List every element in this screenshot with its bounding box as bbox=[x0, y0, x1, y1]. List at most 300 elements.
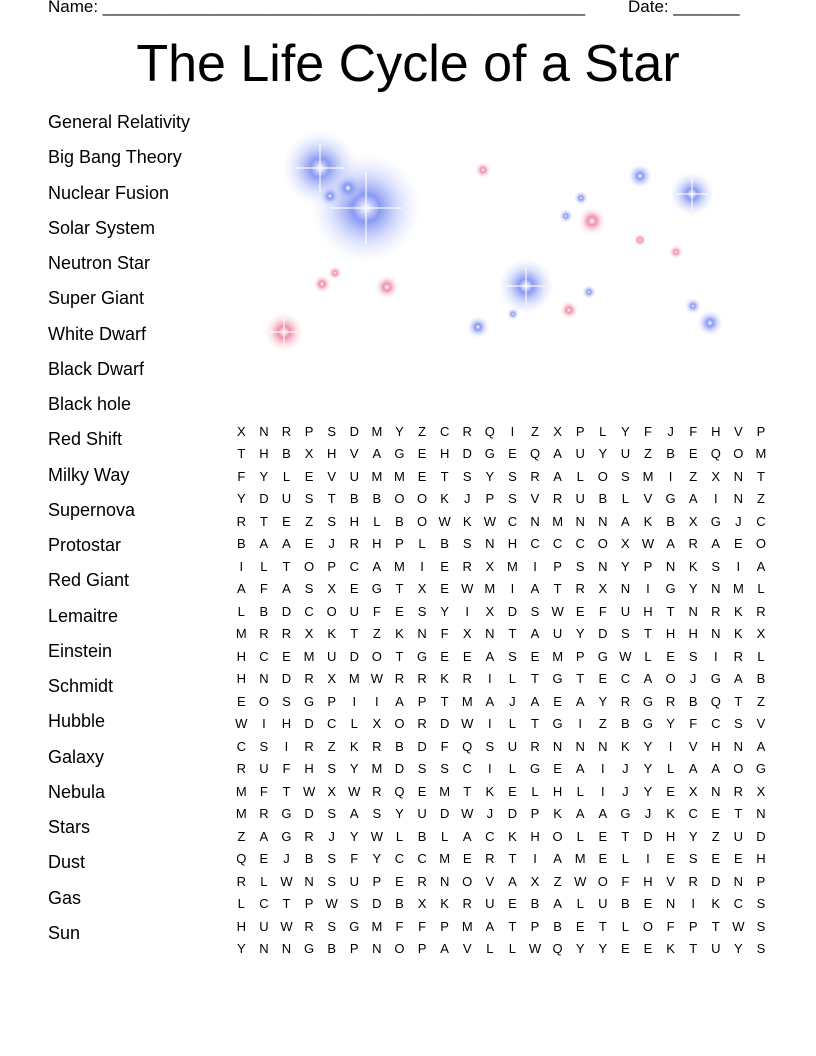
grid-letter: T bbox=[395, 581, 404, 597]
word-list-item: Black hole bbox=[48, 394, 132, 414]
pink-star-icon bbox=[328, 266, 342, 280]
grid-letter: Z bbox=[305, 513, 314, 529]
grid-letter: C bbox=[462, 761, 472, 777]
grid-letter: C bbox=[756, 513, 766, 529]
grid-letter: Q bbox=[710, 693, 721, 709]
grid-letter: P bbox=[643, 558, 653, 574]
grid-letter: Q bbox=[529, 446, 541, 462]
grid-row bbox=[230, 600, 772, 623]
grid-letter: D bbox=[259, 491, 269, 507]
grid-letter: D bbox=[507, 806, 518, 822]
grid-letter: S bbox=[508, 468, 517, 484]
grid-letter: A bbox=[688, 491, 698, 507]
grid-letter: Q bbox=[710, 446, 721, 462]
grid-letter: Z bbox=[756, 693, 765, 709]
grid-letter: M bbox=[552, 648, 564, 664]
grid-letter: E bbox=[711, 851, 721, 867]
grid-letter: B bbox=[349, 491, 359, 507]
grid-letter: T bbox=[237, 446, 246, 462]
grid-letter: E bbox=[666, 648, 675, 664]
grid-letter: R bbox=[530, 468, 540, 484]
grid-letter: E bbox=[508, 783, 517, 799]
grid-letter: E bbox=[259, 851, 269, 867]
grid-letter: N bbox=[711, 626, 721, 642]
grid-letter: N bbox=[620, 581, 631, 597]
grid-letter: F bbox=[282, 761, 291, 777]
grid-letter: G bbox=[304, 941, 315, 957]
grid-letter: E bbox=[304, 536, 314, 552]
grid-letter: M bbox=[394, 468, 405, 484]
grid-letter: D bbox=[756, 828, 766, 844]
grid-letter: B bbox=[372, 491, 382, 507]
grid-letter: W bbox=[732, 918, 745, 934]
grid-letter: W bbox=[619, 648, 632, 664]
grid-letter: A bbox=[711, 536, 721, 552]
grid-letter: D bbox=[439, 716, 450, 732]
grid-letter: A bbox=[440, 941, 449, 957]
grid-letter: R bbox=[304, 671, 314, 687]
word-list-item: Einstein bbox=[48, 640, 113, 661]
grid-letter: M bbox=[394, 558, 405, 574]
grid-letter: T bbox=[756, 468, 765, 484]
grid-letter: A bbox=[282, 536, 291, 552]
grid-letter: R bbox=[417, 873, 427, 889]
grid-letter: W bbox=[280, 918, 293, 934]
grid-letter: S bbox=[711, 558, 721, 574]
grid-letter: H bbox=[236, 648, 246, 664]
grid-letter: D bbox=[349, 648, 359, 664]
grid-letter: F bbox=[372, 603, 381, 619]
grid-letter: L bbox=[418, 536, 426, 552]
grid-letter: N bbox=[259, 941, 269, 957]
grid-letter: L bbox=[508, 761, 517, 777]
grid-letter: O bbox=[304, 558, 315, 574]
grid-letter: V bbox=[462, 941, 472, 957]
grid-letter: P bbox=[327, 558, 336, 574]
grid-letter: T bbox=[259, 513, 268, 529]
grid-letter: I bbox=[578, 716, 583, 732]
grid-letter: B bbox=[327, 941, 336, 957]
blue-star-icon bbox=[467, 316, 489, 338]
grid-letter: A bbox=[553, 896, 562, 912]
grid-letter: Y bbox=[349, 828, 359, 844]
grid-letter: J bbox=[735, 513, 742, 529]
grid-letter: T bbox=[463, 783, 472, 799]
grid-letter: P bbox=[530, 806, 540, 822]
grid-letter: E bbox=[282, 513, 291, 529]
grid-letter: G bbox=[710, 513, 721, 529]
grid-letter: Y bbox=[621, 423, 630, 439]
grid-letter: K bbox=[395, 626, 404, 642]
grid-row bbox=[230, 803, 772, 826]
grid-letter: F bbox=[689, 716, 698, 732]
grid-letter: R bbox=[462, 896, 472, 912]
grid-letter: S bbox=[327, 873, 336, 889]
grid-letter: Z bbox=[644, 446, 652, 462]
grid-letter: X bbox=[756, 783, 766, 799]
grid-letter: R bbox=[236, 873, 246, 889]
grid-letter: D bbox=[711, 873, 721, 889]
grid-letter: X bbox=[304, 446, 314, 462]
grid-letter: U bbox=[349, 603, 359, 619]
grid-letter: T bbox=[282, 783, 291, 799]
grid-letter: E bbox=[666, 783, 675, 799]
grid-letter: H bbox=[711, 738, 721, 754]
grid-letter: S bbox=[485, 738, 495, 754]
grid-letter: L bbox=[486, 941, 494, 957]
grid-letter: M bbox=[348, 671, 360, 687]
grid-letter: S bbox=[688, 648, 698, 664]
grid-letter: R bbox=[462, 423, 472, 439]
grid-letter: E bbox=[440, 648, 449, 664]
grid-letter: E bbox=[734, 851, 743, 867]
grid-letter: X bbox=[485, 558, 495, 574]
grid-letter: G bbox=[597, 648, 608, 664]
grid-row bbox=[230, 555, 772, 578]
grid-letter: L bbox=[237, 603, 245, 619]
grid-letter: N bbox=[598, 558, 608, 574]
grid-letter: U bbox=[281, 491, 292, 507]
grid-letter: I bbox=[533, 851, 537, 867]
star-cluster-illustration bbox=[250, 120, 750, 360]
grid-letter: B bbox=[417, 828, 427, 844]
grid-letter: Y bbox=[575, 941, 585, 957]
grid-letter: L bbox=[666, 761, 675, 777]
grid-row bbox=[230, 578, 772, 601]
grid-letter: X bbox=[327, 671, 336, 687]
grid-letter: P bbox=[304, 423, 314, 439]
grid-row bbox=[230, 825, 772, 848]
grid-letter: T bbox=[553, 581, 562, 597]
grid-letter: C bbox=[259, 648, 269, 664]
grid-letter: N bbox=[259, 671, 269, 687]
grid-letter: S bbox=[282, 693, 291, 709]
grid-letter: L bbox=[621, 491, 629, 507]
grid-letter: M bbox=[371, 468, 383, 484]
grid-letter: R bbox=[711, 603, 721, 619]
grid-letter: Y bbox=[598, 693, 608, 709]
grid-letter: U bbox=[259, 761, 269, 777]
grid-letter: T bbox=[598, 918, 607, 934]
grid-letter: S bbox=[462, 536, 472, 552]
grid-letter: U bbox=[259, 918, 269, 934]
grid-letter: S bbox=[530, 603, 540, 619]
grid-letter: L bbox=[576, 896, 584, 912]
grid-row bbox=[230, 848, 772, 871]
grid-letter: P bbox=[485, 491, 495, 507]
grid-letter: I bbox=[668, 468, 673, 484]
grid-letter: S bbox=[756, 918, 766, 934]
grid-letter: R bbox=[236, 513, 246, 529]
grid-letter: G bbox=[665, 581, 676, 597]
grid-letter: G bbox=[349, 918, 360, 934]
grid-letter: Y bbox=[621, 558, 630, 574]
grid-letter: E bbox=[508, 446, 517, 462]
grid-letter: L bbox=[757, 581, 765, 597]
word-list-item: Solar System bbox=[48, 217, 156, 238]
grid-letter: C bbox=[711, 716, 721, 732]
grid-letter: M bbox=[235, 806, 247, 822]
grid-letter: L bbox=[282, 468, 291, 484]
grid-letter: K bbox=[643, 513, 653, 529]
grid-letter: K bbox=[711, 896, 721, 912]
grid-row bbox=[230, 533, 772, 556]
grid-letter: E bbox=[688, 446, 698, 462]
grid-letter: I bbox=[352, 693, 357, 709]
grid-letter: H bbox=[665, 626, 676, 642]
grid-letter: V bbox=[485, 873, 495, 889]
grid-letter: K bbox=[508, 828, 517, 844]
grid-row bbox=[230, 735, 772, 758]
word-list-item: Lemaitre bbox=[48, 605, 119, 626]
grid-letter: J bbox=[283, 851, 290, 867]
grid-letter: L bbox=[599, 423, 607, 439]
grid-letter: X bbox=[688, 513, 698, 529]
grid-letter: V bbox=[643, 491, 653, 507]
grid-letter: J bbox=[644, 806, 652, 822]
grid-letter: X bbox=[621, 536, 630, 552]
grid-letter: E bbox=[462, 648, 472, 664]
grid-letter: I bbox=[488, 761, 492, 777]
grid-letter: S bbox=[440, 761, 449, 777]
grid-letter: Y bbox=[734, 941, 743, 957]
grid-letter: L bbox=[576, 828, 584, 844]
grid-letter: K bbox=[553, 806, 562, 822]
grid-letter: I bbox=[600, 783, 605, 799]
grid-letter: A bbox=[643, 671, 653, 687]
page-title: The Life Cycle of a Star bbox=[136, 35, 680, 93]
grid-letter: D bbox=[304, 716, 314, 732]
grid-letter: L bbox=[621, 918, 629, 934]
grid-row bbox=[230, 623, 772, 646]
grid-letter: I bbox=[510, 581, 515, 597]
grid-letter: Q bbox=[552, 941, 563, 957]
grid-letter: R bbox=[304, 918, 314, 934]
grid-letter: P bbox=[688, 918, 698, 934]
grid-letter: A bbox=[259, 828, 269, 844]
grid-letter: H bbox=[688, 626, 698, 642]
grid-letter: E bbox=[575, 918, 585, 934]
grid-letter: F bbox=[418, 918, 427, 934]
word-list-item: Sun bbox=[48, 922, 81, 943]
grid-letter: G bbox=[665, 491, 676, 507]
grid-letter: I bbox=[262, 716, 266, 732]
grid-letter: E bbox=[349, 581, 359, 597]
grid-letter: R bbox=[259, 806, 269, 822]
grid-row bbox=[230, 690, 772, 713]
grid-letter: E bbox=[643, 941, 653, 957]
grid-letter: S bbox=[575, 558, 585, 574]
grid-letter: F bbox=[621, 873, 630, 889]
grid-letter: K bbox=[688, 558, 698, 574]
grid-letter: K bbox=[734, 603, 743, 619]
grid-letter: G bbox=[620, 806, 631, 822]
grid-letter: T bbox=[531, 716, 539, 732]
grid-letter: E bbox=[643, 896, 653, 912]
grid-row bbox=[230, 488, 772, 511]
grid-letter: X bbox=[530, 873, 540, 889]
grid-letter: I bbox=[646, 581, 650, 597]
grid-letter: N bbox=[259, 423, 269, 439]
grid-letter: R bbox=[417, 671, 427, 687]
grid-letter: V bbox=[756, 716, 766, 732]
grid-letter: R bbox=[756, 603, 766, 619]
grid-letter: T bbox=[689, 941, 698, 957]
grid-letter: M bbox=[235, 783, 247, 799]
grid-letter: X bbox=[553, 423, 562, 439]
grid-letter: O bbox=[597, 468, 608, 484]
grid-letter: B bbox=[304, 851, 314, 867]
grid-letter: N bbox=[485, 626, 495, 642]
grid-letter: D bbox=[304, 806, 314, 822]
grid-letter: Z bbox=[372, 626, 381, 642]
grid-letter: A bbox=[553, 851, 562, 867]
grid-letter: W bbox=[370, 671, 383, 687]
grid-letter: E bbox=[530, 648, 540, 664]
grid-letter: Y bbox=[575, 626, 585, 642]
grid-letter: R bbox=[372, 738, 382, 754]
grid-letter: U bbox=[575, 446, 585, 462]
grid-letter: G bbox=[371, 581, 382, 597]
grid-letter: N bbox=[688, 603, 698, 619]
grid-letter: E bbox=[417, 783, 427, 799]
grid-letter: Y bbox=[236, 941, 246, 957]
grid-letter: D bbox=[417, 738, 427, 754]
grid-letter: M bbox=[507, 558, 518, 574]
grid-letter: A bbox=[349, 806, 359, 822]
grid-letter: I bbox=[420, 558, 424, 574]
grid-letter: W bbox=[641, 536, 655, 552]
grid-letter: N bbox=[733, 873, 744, 889]
grid-letter: E bbox=[236, 693, 246, 709]
grid-letter: T bbox=[395, 648, 404, 664]
grid-letter: Z bbox=[531, 423, 539, 439]
blue-star-icon bbox=[320, 186, 340, 206]
grid-letter: J bbox=[622, 761, 629, 777]
grid-letter: C bbox=[349, 558, 359, 574]
grid-letter: P bbox=[417, 693, 427, 709]
grid-row bbox=[230, 915, 772, 938]
grid-letter: I bbox=[600, 761, 605, 777]
grid-letter: C bbox=[417, 851, 427, 867]
word-list-item: Supernova bbox=[48, 499, 136, 520]
grid-letter: C bbox=[733, 896, 744, 912]
grid-letter: F bbox=[237, 468, 246, 484]
grid-letter: P bbox=[440, 918, 449, 934]
grid-letter: S bbox=[349, 896, 359, 912]
grid-letter: Y bbox=[643, 761, 653, 777]
grid-letter: P bbox=[349, 941, 359, 957]
grid-letter: Y bbox=[643, 783, 653, 799]
grid-letter: I bbox=[510, 423, 515, 439]
grid-letter: L bbox=[260, 558, 268, 574]
grid-letter: F bbox=[350, 851, 359, 867]
grid-letter: Y bbox=[598, 941, 608, 957]
grid-letter: C bbox=[485, 828, 495, 844]
grid-letter: M bbox=[484, 581, 496, 597]
grid-letter: M bbox=[642, 468, 654, 484]
grid-letter: D bbox=[372, 896, 382, 912]
grid-letter: P bbox=[327, 693, 336, 709]
grid-letter: I bbox=[239, 558, 244, 574]
grid-letter: A bbox=[372, 446, 382, 462]
grid-letter: M bbox=[439, 783, 451, 799]
grid-letter: W bbox=[551, 603, 564, 619]
word-list-item: Super Giant bbox=[48, 288, 145, 309]
grid-letter: U bbox=[485, 896, 495, 912]
grid-letter: M bbox=[303, 648, 315, 664]
word-list-item: Big Bang Theory bbox=[48, 147, 182, 168]
grid-letter: N bbox=[733, 491, 744, 507]
grid-letter: B bbox=[236, 536, 246, 552]
grid-letter: X bbox=[417, 581, 427, 597]
grid-letter: F bbox=[666, 918, 675, 934]
grid-letter: C bbox=[688, 806, 698, 822]
grid-letter: R bbox=[281, 423, 292, 439]
grid-letter: E bbox=[395, 873, 404, 889]
grid-letter: L bbox=[576, 783, 584, 799]
grid-letter: H bbox=[530, 828, 540, 844]
blue-star-icon bbox=[507, 308, 519, 320]
grid-letter: B bbox=[282, 446, 291, 462]
grid-letter: O bbox=[665, 671, 676, 687]
grid-letter: L bbox=[508, 941, 517, 957]
grid-letter: S bbox=[756, 941, 766, 957]
grid-letter: O bbox=[371, 648, 382, 664]
grid-letter: E bbox=[417, 468, 427, 484]
grid-letter: N bbox=[372, 941, 382, 957]
grid-letter: X bbox=[598, 581, 608, 597]
grid-letter: R bbox=[688, 873, 698, 889]
pink-star-icon bbox=[475, 162, 491, 178]
grid-letter: A bbox=[575, 693, 585, 709]
grid-letter: E bbox=[711, 806, 721, 822]
grid-letter: E bbox=[575, 603, 585, 619]
grid-letter: L bbox=[508, 671, 517, 687]
grid-letter: B bbox=[598, 491, 608, 507]
grid-letter: I bbox=[713, 491, 718, 507]
grid-letter: B bbox=[756, 671, 766, 687]
grid-letter: S bbox=[417, 761, 427, 777]
grid-letter: M bbox=[732, 581, 744, 597]
grid-letter: Z bbox=[756, 491, 765, 507]
grid-letter: H bbox=[372, 536, 382, 552]
grid-letter: S bbox=[304, 491, 314, 507]
grid-letter: S bbox=[327, 761, 336, 777]
grid-row bbox=[230, 465, 772, 488]
grid-letter: O bbox=[258, 693, 269, 709]
grid-letter: O bbox=[597, 873, 608, 889]
grid-letter: M bbox=[439, 851, 451, 867]
grid-letter: W bbox=[438, 513, 451, 529]
grid-letter: V bbox=[327, 468, 336, 484]
grid-letter: H bbox=[326, 446, 337, 462]
word-list-item: Dust bbox=[48, 852, 86, 873]
grid-letter: A bbox=[688, 761, 698, 777]
grid-letter: J bbox=[622, 783, 629, 799]
grid-row bbox=[230, 780, 772, 803]
grid-letter: H bbox=[665, 828, 676, 844]
grid-letter: A bbox=[485, 918, 495, 934]
grid-letter: X bbox=[462, 626, 472, 642]
grid-letter: X bbox=[236, 423, 246, 439]
grid-letter: K bbox=[734, 626, 743, 642]
grid-letter: R bbox=[394, 671, 405, 687]
grid-letter: P bbox=[395, 536, 404, 552]
grid-row bbox=[230, 758, 772, 781]
grid-letter: P bbox=[756, 423, 766, 439]
grid-letter: A bbox=[259, 536, 269, 552]
